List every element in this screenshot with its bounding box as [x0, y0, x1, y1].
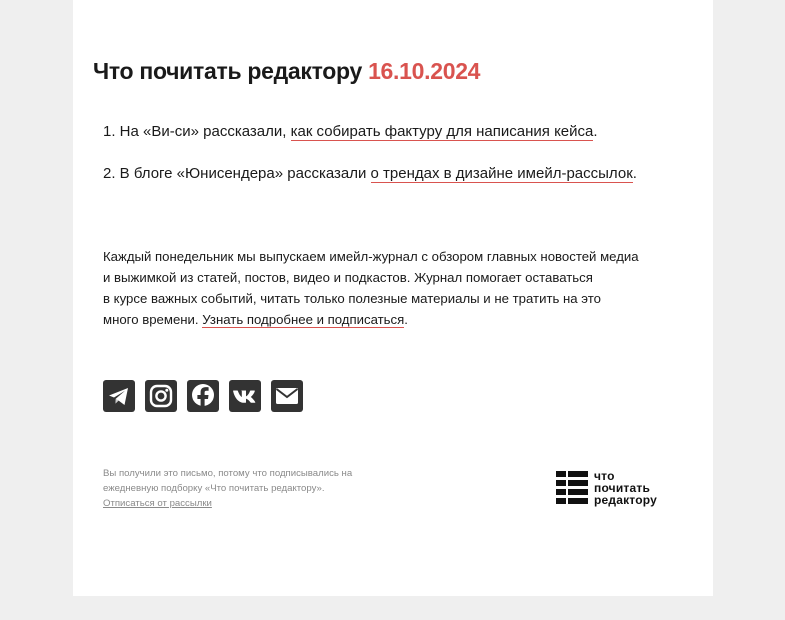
unsubscribe-link[interactable]: Отписаться от рассылки: [103, 498, 212, 509]
logo-mark-icon: [556, 470, 590, 506]
about-line: Каждый понедельник мы выпускаем имейл-журнал с обзором главных новостей медиа: [103, 249, 639, 264]
page-title: [93, 58, 480, 85]
footer-line: [103, 496, 403, 511]
article-link[interactable]: как собирать фактуру для написания кейса: [290, 123, 594, 140]
title-date: 16.10.2024: [368, 58, 481, 84]
footer-line: ежедневную подборку «Что почитать редактору».: [103, 483, 325, 494]
list-item: [103, 122, 637, 164]
article-link[interactable]: о трендах в дизайне имейл-рассылок: [370, 165, 633, 182]
about-paragraph: [103, 246, 693, 330]
about-line: в курсе важных событий, читать только полезные материалы и не тратить на это: [103, 291, 601, 306]
item-text: 1. На «Ви-си» рассказали,: [103, 123, 291, 140]
about-line: и выжимкой из статей, постов, видео и подкастов. Журнал помогает оставаться: [103, 270, 593, 285]
logo-line: почитать: [594, 481, 651, 495]
email-icon[interactable]: [271, 380, 303, 412]
telegram-icon[interactable]: [103, 380, 135, 412]
logo-line: редактору: [594, 493, 657, 507]
item-suffix: .: [632, 165, 637, 182]
instagram-icon[interactable]: [145, 380, 177, 412]
email-card: [73, 0, 713, 596]
item-suffix: .: [593, 123, 598, 140]
about-last-text: много времени.: [103, 312, 203, 327]
title-text: Что почитать редактору: [93, 58, 362, 84]
subscribe-link[interactable]: Узнать подробнее и подписаться: [202, 312, 405, 327]
item-text: 2. В блоге «Юнисендера» рассказали: [103, 165, 371, 182]
logo-text: [594, 470, 657, 506]
footer-note: [103, 466, 403, 511]
about-line-last: [103, 309, 693, 330]
logo[interactable]: [556, 470, 686, 508]
footer-line: Вы получили это письмо, потому что подписывались на: [103, 468, 353, 479]
vk-icon[interactable]: [229, 380, 261, 412]
logo-line: что: [594, 469, 615, 483]
article-list: [103, 122, 637, 206]
facebook-icon[interactable]: [187, 380, 219, 412]
social-links: [103, 380, 303, 412]
about-suffix: .: [404, 312, 408, 327]
list-item: [103, 164, 637, 206]
